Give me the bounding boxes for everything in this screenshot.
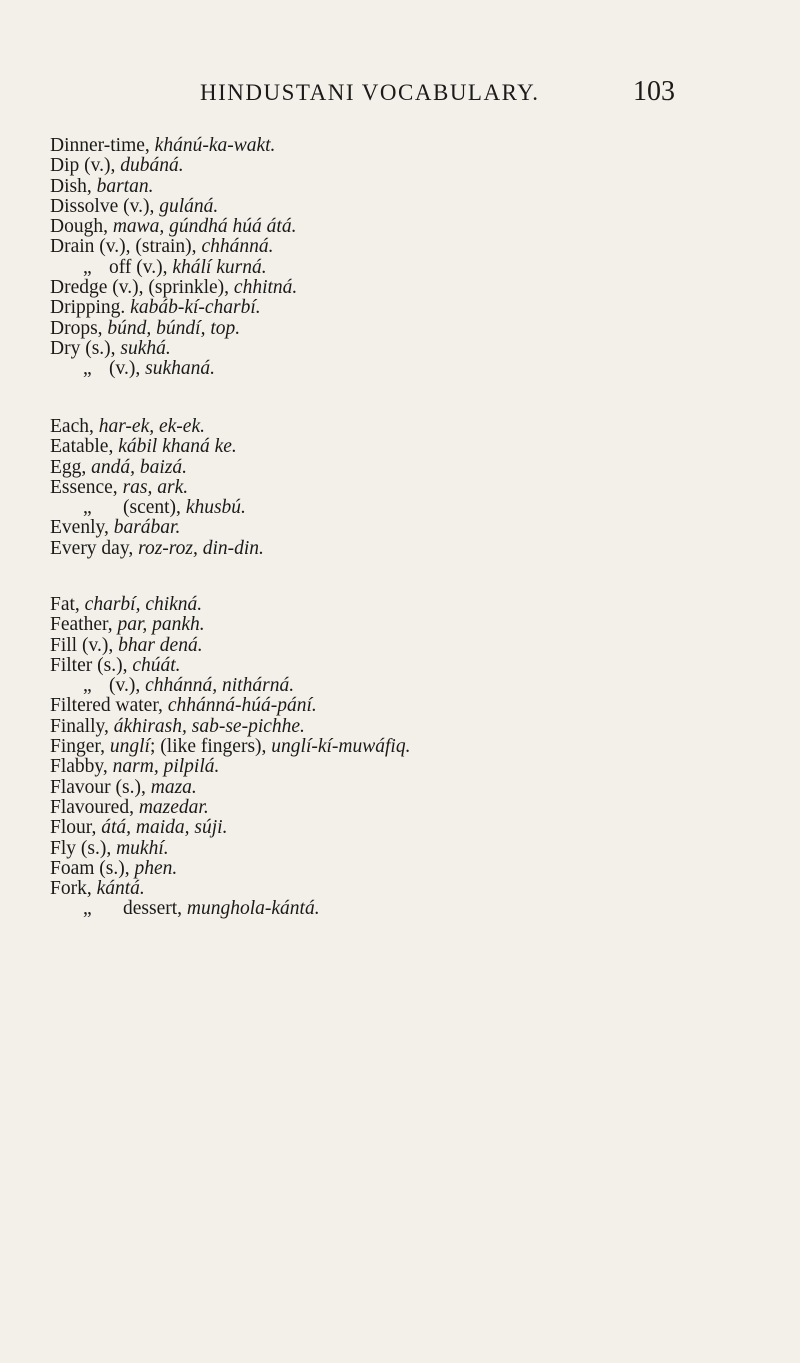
- entry-drain: Drain (v.), (strain), chhánná.: [50, 236, 274, 258]
- entry-filter-v: „ (v.), chhánná, nithárná.: [83, 675, 295, 697]
- entry-fat: Fat, charbí, chikná.: [50, 594, 203, 615]
- entry-dish: Dish, bartan.: [50, 175, 154, 197]
- entry-essence-scent: „ (scent), khusbú.: [83, 497, 246, 519]
- section-f: [50, 595, 410, 920]
- entry-dry-s: Dry (s.), sukhá.: [50, 337, 171, 359]
- entry-fork-dessert: „ dessert, munghola-kántá.: [83, 898, 320, 920]
- ditto-mark: „: [83, 358, 92, 380]
- entry-fly: Fly (s.), mukhí.: [50, 837, 169, 859]
- entry-fill: Fill (v.), bhar dená.: [50, 634, 203, 656]
- page-number: 103: [633, 76, 675, 107]
- entry-dry-v: „ (v.), sukhaná.: [83, 358, 215, 380]
- ditto-mark: „: [83, 256, 92, 278]
- entry-dough: Dough, mawa, gúndhá húá átá.: [50, 216, 297, 238]
- entry-feather: Feather, par, pankh.: [50, 614, 205, 636]
- entry-flavoured: Flavoured, mazedar.: [50, 796, 209, 818]
- entry-drain-off: „ off (v.), khálí kurná.: [83, 256, 267, 278]
- entry-dredge: Dredge (v.), (sprinkle), chhitná.: [50, 277, 298, 299]
- entry-dinner-time: Dinner-time, khánú-ka-wakt.: [50, 135, 276, 156]
- ditto-mark: „: [83, 898, 92, 920]
- entry-eatable: Eatable, kábil khaná ke.: [50, 436, 237, 458]
- entry-flour: Flour, átá, maida, súji.: [50, 817, 228, 839]
- entry-essence: Essence, ras, ark.: [50, 476, 189, 498]
- entry-drops: Drops, búnd, búndí, top.: [50, 317, 241, 339]
- ditto-mark: „: [83, 675, 92, 697]
- entry-finger: Finger, unglí; (like fingers), unglí-kí-muwáfiq.: [50, 736, 411, 758]
- entry-dip: Dip (v.), dubáná.: [50, 155, 184, 177]
- entry-fork: Fork, kántá.: [50, 878, 145, 900]
- entry-filter-s: Filter (s.), chúát.: [50, 654, 181, 676]
- entry-finally: Finally, ákhirash, sab-se-pichhe.: [50, 715, 305, 737]
- ditto-mark: „: [83, 497, 92, 519]
- entry-foam: Foam (s.), phen.: [50, 857, 178, 879]
- section-e: [50, 417, 264, 559]
- entry-every-day: Every day, roz-roz, din-din.: [50, 537, 264, 559]
- entry-flabby: Flabby, narm, pilpilá.: [50, 756, 220, 778]
- section-d: [50, 136, 297, 380]
- entry-filtered-water: Filtered water, chhánná-húá-pání.: [50, 695, 317, 717]
- entry-egg: Egg, andá, baizá.: [50, 456, 188, 478]
- running-title: HINDUSTANI VOCABULARY.: [200, 80, 540, 105]
- entry-dissolve: Dissolve (v.), guláná.: [50, 195, 219, 217]
- entry-dripping: Dripping. kabáb-kí-charbí.: [50, 297, 261, 319]
- entry-flavour: Flavour (s.), maza.: [50, 776, 197, 798]
- entry-evenly: Evenly, barábar.: [50, 517, 181, 539]
- entry-each: Each, har-ek, ek-ek.: [50, 416, 205, 437]
